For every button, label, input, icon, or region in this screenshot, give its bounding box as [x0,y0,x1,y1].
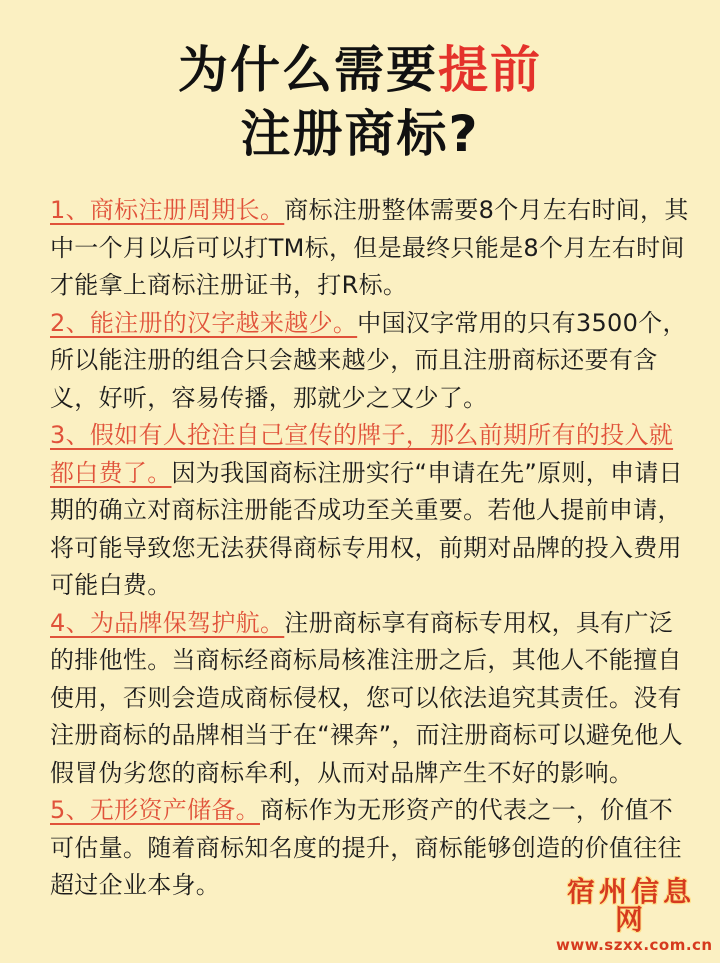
item-body: 注册商标享有商标专用权，具有广泛的排他性。当商标经商标局核准注册之后，其他人不能擅自使用，否则会造成商标侵权，您可以依法追究其责任。没有注册商标的品牌相当于在“裸奔”，而注册商标可以避免他人假冒伪劣您的商标牟利，从而对品牌产生不好的影响。 [50,608,683,787]
list-item [50,305,690,418]
item-body: 因为我国商标注册实行“申请在先”原则，申请日期的确立对商标注册能否成功至关重要。若他人提前申请，将可能导致您无法获得商标专用权，前期对品牌的投入费用可能白费。 [50,458,683,599]
list-item [50,192,690,305]
list-item [50,605,690,793]
item-heading: 3、假如有人抢注自己宣传的牌子，那么前期所有的投入就都白费了。 [50,421,674,487]
item-heading: 1、商标注册周期长。 [50,196,285,224]
item-body: 中国汉字常用的只有3500个，所以能注册的组合只会越来越少，而且注册商标还要有含义，好听，容易传播，那就少之又少了。 [50,308,687,412]
title-line-1 [0,38,720,102]
item-body: 商标作为无形资产的代表之一，价值不可估量。随着商标知名度的提升，商标能够创造的价值往往超过企业本身。 [50,796,682,899]
item-heading: 5、无形资产储备。 [50,796,260,824]
article-body [50,192,690,905]
item-heading: 2、能注册的汉字越来越少。 [50,308,358,337]
list-item [50,417,690,605]
title-accent: 提前 [438,41,542,99]
watermark-name: 宿州信息网 [566,875,695,936]
watermark-url: www.szxx.com.cn [556,936,713,954]
title-line-2: 注册商标? [240,105,480,163]
page-title [0,38,720,166]
title-plain: 为什么需要 [178,41,438,99]
item-heading: 4、为品牌保驾护航。 [50,608,285,637]
site-watermark [556,875,713,954]
item-body: 商标注册整体需要8个月左右时间，其中一个月以后可以打TM标，但是最终只能是8个月左右时间才能拿上商标注册证书，打R标。 [50,196,689,299]
